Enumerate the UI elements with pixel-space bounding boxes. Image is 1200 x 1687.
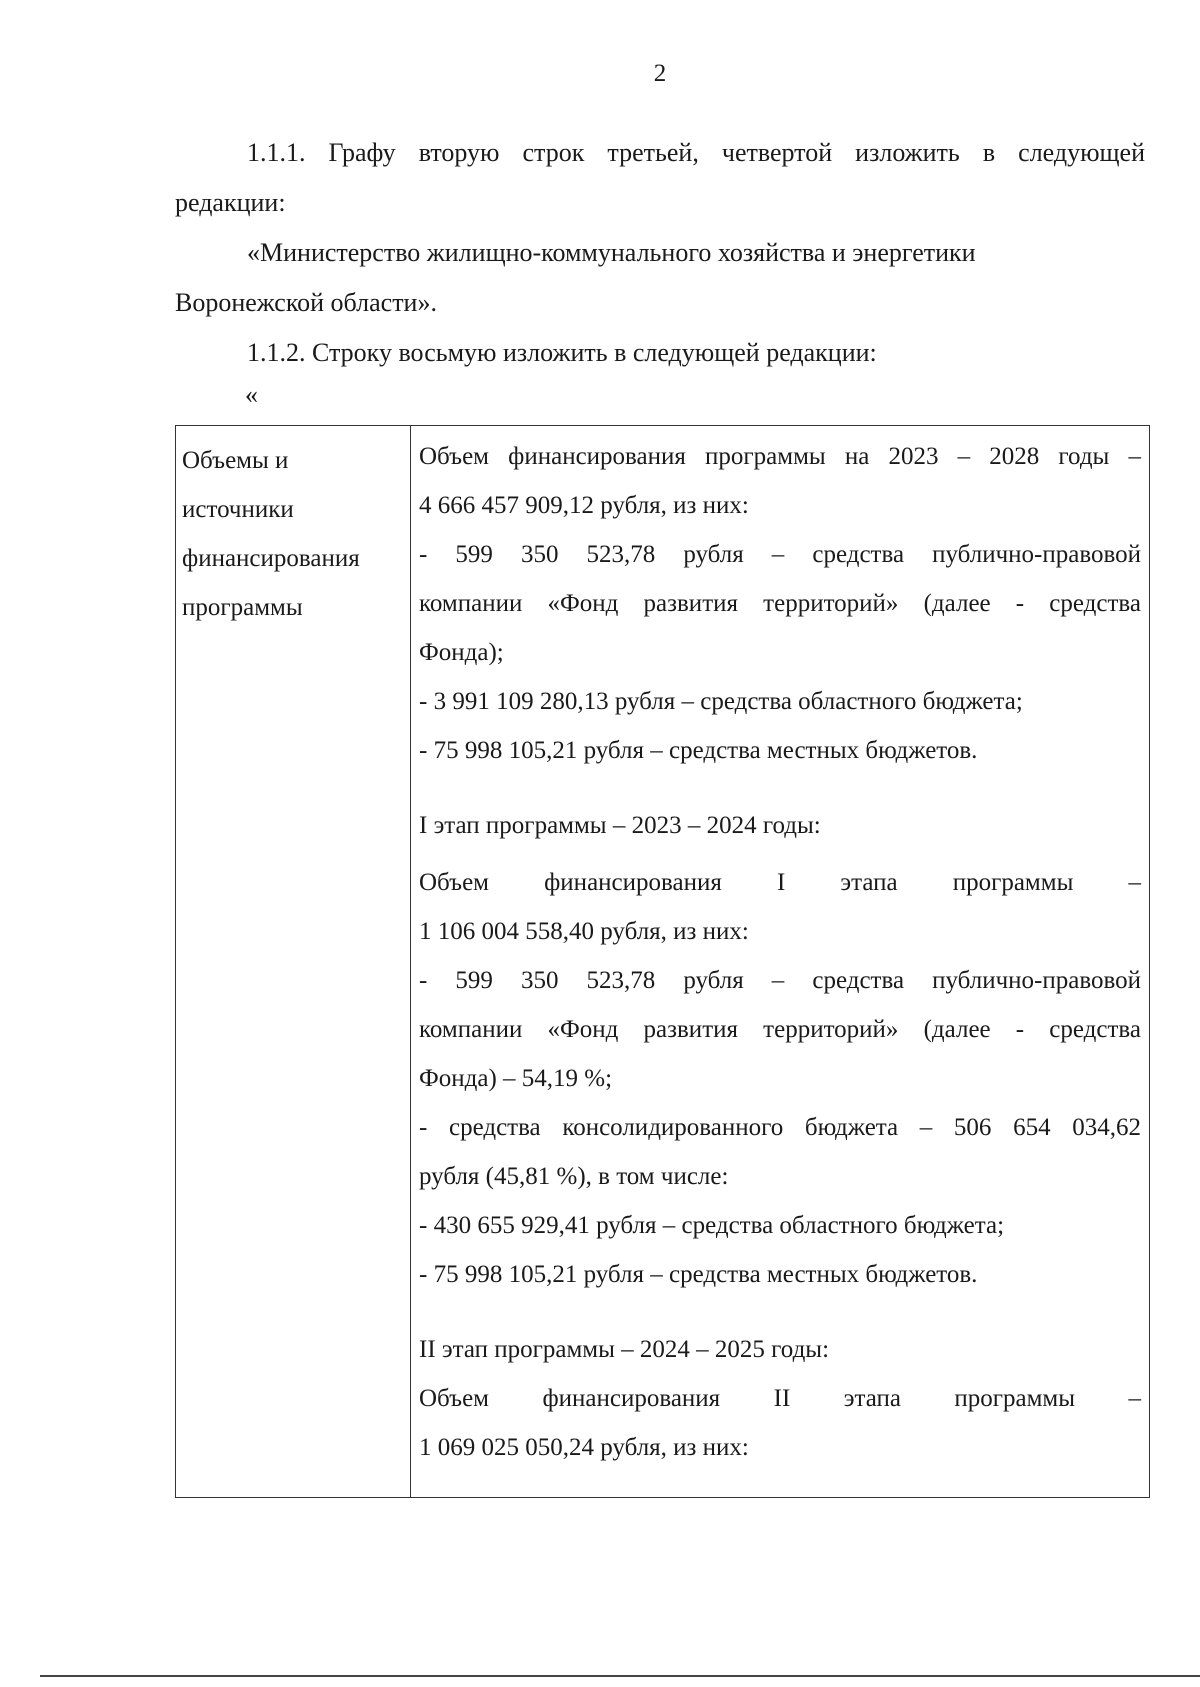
stage-1-title: I этап программы – 2023 – 2024 годы:: [419, 812, 821, 839]
stage-1-consolidated-line-2: рубля (45,81 %), в том числе:: [419, 1163, 729, 1190]
stage-1-volume-line-2: 1 106 004 558,40 рубля, из них:: [419, 918, 749, 945]
stage-1-volume-line-1: Объем финансирования I этапа программы –: [419, 869, 1141, 896]
stage-1-fund-line-3: Фонда) – 54,19 %;: [419, 1065, 613, 1092]
page-number: 2: [653, 60, 667, 87]
row-header-line: финансирования: [182, 545, 360, 572]
fund-line-2: компании «Фонд развития территорий» (далее - средства: [419, 590, 1141, 617]
ministry-quote: [175, 228, 1145, 328]
stage-1-local-budget-line: - 75 998 105,21 рубля – средства местных бюджетов.: [419, 1261, 978, 1288]
footer-rule: [40, 1675, 1200, 1677]
total-volume-line-1: Объем финансирования программы на 2023 – 2028 годы –: [419, 443, 1141, 470]
local-budget-line: - 75 998 105,21 рубля – средства местных бюджетов.: [419, 737, 978, 764]
stage-2-volume-line-1: Объем финансирования II этапа программы –: [419, 1385, 1141, 1412]
stage-2-title: II этап программы – 2024 – 2025 годы:: [419, 1336, 830, 1363]
stage-2-volume-line-2: 1 069 025 050,24 рубля, из них:: [419, 1434, 749, 1461]
spacer: [419, 1299, 1141, 1325]
ministry-quote-line-1: «Министерство жилищно-коммунального хозяйства и энергетики: [247, 238, 976, 267]
paragraph-1-1-2: 1.1.2. Строку восьмую изложить в следующей редакции:: [247, 338, 877, 367]
fund-line-3: Фонда);: [419, 639, 504, 666]
financing-table: [175, 425, 1150, 1498]
stage-1-fund-line-2: компании «Фонд развития территорий» (далее - средства: [419, 1016, 1141, 1043]
paragraph-1-1-1-line-1: 1.1.1. Графу вторую строк третьей, четвертой изложить в следующей: [247, 138, 1145, 167]
stage-1-regional-budget-line: - 430 655 929,41 рубля – средства областного бюджета;: [419, 1212, 1005, 1239]
paragraph-1-1-1-line-2: редакции:: [175, 188, 286, 217]
stage-1-fund-line-1: - 599 350 523,78 рубля – средства публично-правовой: [419, 967, 1141, 994]
total-volume-line-2: 4 666 457 909,12 рубля, из них:: [419, 492, 749, 519]
stage-1-consolidated-line-1: - средства консолидированного бюджета – 506 654 034,62: [419, 1114, 1141, 1141]
row-header-line: источники: [182, 496, 294, 523]
regional-budget-line: - 3 991 109 280,13 рубля – средства областного бюджета;: [419, 688, 1023, 715]
financing-details-cell: [411, 426, 1150, 1498]
spacer: [419, 850, 1141, 858]
ministry-quote-line-2: Воронежской области».: [175, 288, 437, 317]
row-header-line: Объемы и: [182, 447, 289, 474]
row-header-line: программы: [182, 594, 303, 621]
table-row: [176, 426, 1150, 1498]
row-header-cell: [176, 426, 411, 1498]
paragraph-1-1-1: [175, 128, 1145, 228]
spacer: [419, 775, 1141, 801]
fund-line-1: - 599 350 523,78 рубля – средства публично-правовой: [419, 541, 1141, 568]
opening-quote-mark: «: [245, 380, 258, 409]
